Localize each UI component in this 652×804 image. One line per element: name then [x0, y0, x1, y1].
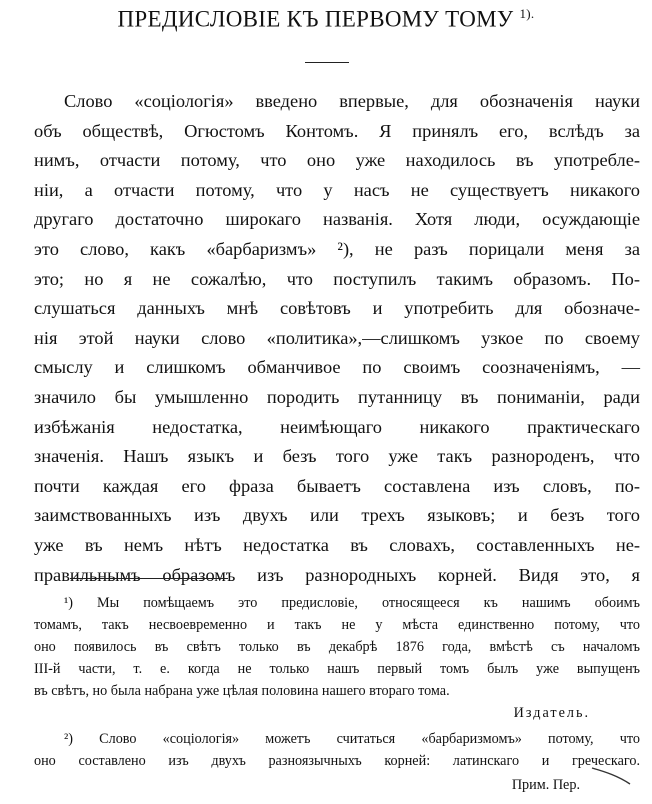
pen-mark-icon	[588, 758, 638, 790]
footnote-line: томамъ, такъ несвоевременно и такъ не у мѣста единственно потому, что	[34, 617, 640, 633]
translator-signature: Прим. Пер.	[511, 777, 580, 793]
body-line: правильнымъ образомъ изъ разнородныхъ корней. Видя это, я	[34, 564, 640, 585]
body-line: значило бы умышленно породить путанницу въ пониманіи, ради	[34, 387, 640, 407]
footnote-divider	[70, 578, 228, 579]
footnote-line: III-й части, т. е. когда не только нашъ первый томъ былъ уже выпущенъ	[34, 661, 640, 677]
footnote-line: оно появилось въ свѣтъ только въ декабрѣ 1876 года, вмѣстѣ съ началомъ	[34, 639, 640, 655]
body-line: Слово «соціологія» введено впервые, для обозначенія науки	[64, 91, 640, 111]
body-line: уже въ немъ нѣтъ недостатка въ словахъ, составленныхъ не-	[34, 535, 640, 555]
footnote-line: въ свѣтъ, но была набрана уже цѣлая половина нашего втораго тома.	[34, 683, 450, 699]
body-line: ніи, а отчасти потому, что у насъ не существуетъ никакого	[34, 179, 640, 200]
body-line: значенія. Нашъ языкъ и безъ того уже такъ разнороденъ, что	[34, 446, 640, 467]
title-footnote-ref: 1).	[519, 6, 535, 21]
body-line: это; но я не сожалѣю, что поступилъ такимъ образомъ. По-	[34, 268, 640, 289]
body-line: объ обществѣ, Огюстомъ Контомъ. Я принялъ его, вслѣдъ за	[34, 120, 640, 141]
title-text: ПРЕДИСЛОВІЕ КЪ ПЕРВОМУ ТОМУ	[117, 6, 514, 32]
body-line: это слово, какъ «барбаризмъ» ²), не разъ порицали меня за	[34, 239, 640, 259]
body-line: другаго достаточно широкаго названія. Хотя люди, осуждающіе	[34, 209, 640, 230]
title-divider	[305, 62, 349, 63]
body-line: избѣжанія недостатка, неимѣющаго никакого практическаго	[34, 416, 640, 437]
body-line: почти каждая его фраза бываетъ составлена изъ словъ, по-	[34, 475, 640, 496]
footnote-line: ²) Слово «соціологія» можетъ считаться «барбаризмомъ» потому, что	[64, 731, 640, 747]
footnote-line: оно составлено изъ двухъ разноязычныхъ корней: латинскаго и греческаго.	[34, 753, 640, 769]
body-line: нимъ, отчасти потому, что оно уже находилось въ употребле-	[34, 150, 640, 171]
body-line: заимствованныхъ изъ двухъ или трехъ языковъ; и безъ того	[34, 505, 640, 526]
body-line: нія этой науки слово «политика»,—слишкомъ узкое по своему	[34, 327, 640, 348]
body-line: слушаться данныхъ мнѣ совѣтовъ и употребить для обозначе-	[34, 298, 640, 319]
page-title	[0, 6, 652, 33]
publisher-signature: Издатель.	[513, 705, 590, 721]
body-line: смыслу и слишкомъ обманчивое по своимъ соозначеніямъ, —	[34, 357, 640, 378]
footnote-line: ¹) Мы помѣщаемъ это предисловіе, относящееся къ нашимъ обоимъ	[64, 595, 640, 611]
